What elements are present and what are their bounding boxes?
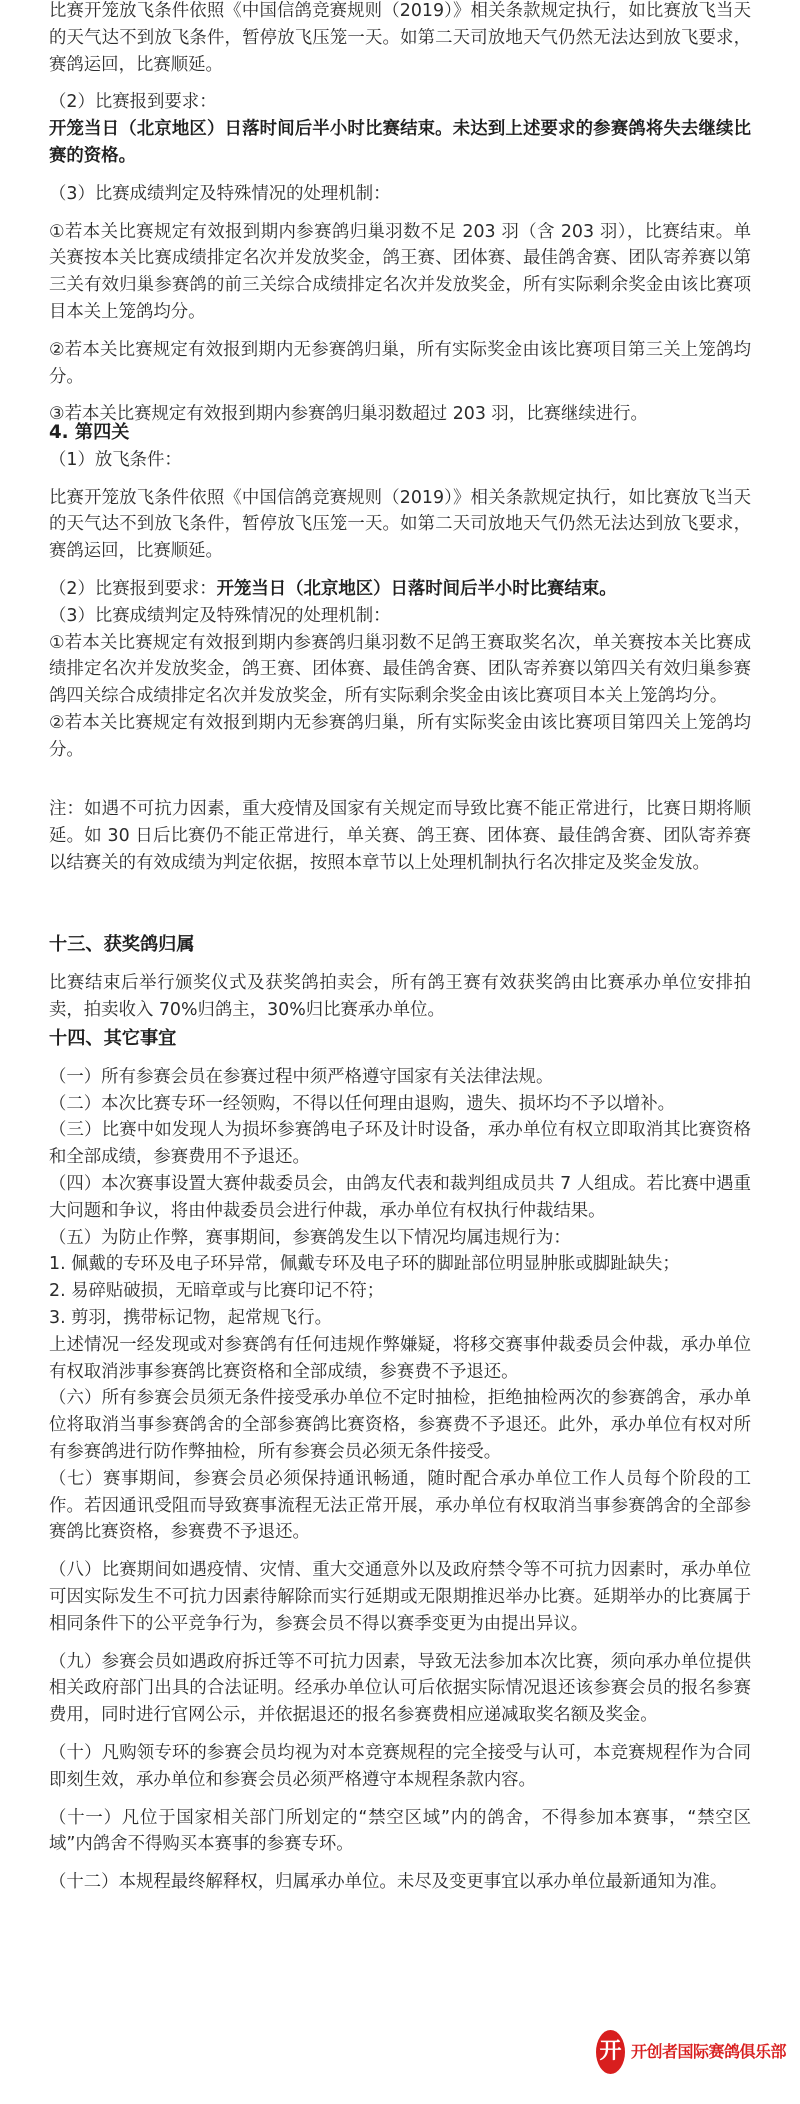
section-14-item-6: （六）所有参赛会员须无条件接受承办单位不定时抽检，拒绝抽检两次的参赛鸽舍，承办单位将取消当事参赛鸽舍的全部参赛鸽比赛资格，参赛费不予退还。此外，承办单位有权对所有参赛鸽进行防作弊抽检，所有参赛会员必须无条件接受。 [49,1388,751,1462]
section-14-item-5-a: 1. 佩戴的专环及电子环异常，佩戴专环及电子环的脚趾部位明显肿胀或脚趾缺失； [49,1254,680,1275]
stage3-result-title: （3）比赛成绩判定及特殊情况的处理机制： [49,183,391,204]
section-14-item-8: （八）比赛期间如遇疫情、灾情、重大交通意外以及政府禁令等不可抗力因素时，承办单位可因实际发生不可抗力因素待解除而实行延期或无限期推迟举办比赛。延期举办的比赛属于相同条件下的公平竞争行为，参赛会员不得以赛季变更为由提出异议。 [49,1560,751,1634]
stage3-report-requirement: 开笼当日（北京地区）日落时间后半小时比赛结束。未达到上述要求的参赛鸽将失去继续比赛的资格。 [49,119,751,166]
stage4-report-requirement: 开笼当日（北京地区）日落时间后半小时比赛结束。 [216,578,617,599]
section-14-item-7: （七）赛事期间，参赛会员必须保持通讯畅通，随时配合承办单位工作人员每个阶段的工作。若因通讯受阻而导致赛事流程无法正常开展，承办单位有权取消当事参赛鸽舍的全部参赛鸽比赛资格，参赛费不予退还。 [49,1468,751,1543]
stage4-release-title: （1）放飞条件： [49,449,182,470]
section-14 [49,1026,751,1896]
note-text: 注：如遇不可抗力因素，重大疫情及国家有关规定而导致比赛不能正常进行，比赛日期将顺延。如 30 日后比赛仍不能正常进行，单关赛、鸽王赛、团体赛、最佳鸽舍赛、团队寄养赛以结赛关的有效成绩为判定依据，按照本章节以上处理机制执行名次排定及奖金发放。 [49,799,751,873]
section-13-heading: 十三、获奖鸽归属 [49,934,195,955]
stage4-report-line [49,576,751,603]
section-14-item-11: （十一）凡位于国家相关部门所划定的“禁空区域”内的鸽舍，不得参加本赛事，“禁空区域”内鸽舍不得购买本赛事的参赛专环。 [49,1807,751,1855]
stage3-release-text: 比赛开笼放飞条件依照《中国信鸽竞赛规则（2019）》相关条款规定执行，如比赛放飞当天的天气达不到放飞条件，暂停放飞压笼一天。如第二天司放地天气仍然无法达到放飞要求，赛鸽运回，比赛顺延。 [49,1,751,75]
stage4-rules [49,420,751,764]
club-seal-icon: 开 [596,2030,625,2074]
stage4-heading: 4. 第四关 [49,422,130,443]
section-14-item-2: （二）本次比赛专环一经领购，不得以任何理由退购，遗失、损坏均不予以增补。 [49,1093,676,1114]
stage3-rule-1: ①若本关比赛规定有效报到期内参赛鸽归巢羽数不足 203 羽（含 203 羽），比赛结束。单关赛按本关比赛成绩排定名次并发放奖金，鸽王赛、团体赛、最佳鸽舍赛、团队寄养赛以第三关有效归巢参赛鸽的前三关综合成绩排定名次并发放奖金，所有实际剩余奖金由该比赛项目本关上笼鸽均分。 [49,221,751,322]
section-14-item-5: （五）为防止作弊，赛事期间，参赛鸽发生以下情况均属违规行为： [49,1227,571,1248]
section-14-item-12: （十二）本规程最终解释权，归属承办单位。未尽及变更事宜以承办单位最新通知为准。 [49,1872,728,1893]
section-14-item-9: （九）参赛会员如遇政府拆迁等不可抗力因素，导致无法参加本次比赛，须向承办单位提供相关政府部门出具的合法证明。经承办单位认可后依据实际情况退还该参赛会员的报名参赛费用，同时进行官网公示，并依据退还的报名参赛费相应递减取奖名额及奖金。 [49,1651,751,1726]
section-14-heading: 十四、其它事宜 [49,1028,177,1049]
section-14-item-5-d: 上述情况一经发现或对参赛鸽有任何违规作弊嫌疑，将移交赛事仲裁委员会仲裁，承办单位有权取消涉事参赛鸽比赛资格和全部成绩，参赛费不予退还。 [49,1334,751,1382]
section-14-item-3: （三）比赛中如发现人为损坏参赛鸽电子环及计时设备，承办单位有权立即取消其比赛资格和全部成绩，参赛费用不予退还。 [49,1120,751,1168]
section-14-item-5-b: 2. 易碎贴破损，无暗章或与比赛印记不符； [49,1281,385,1302]
club-logo-text: 开创者国际赛鸽俱乐部 [630,2041,786,2061]
section-14-item-10: （十）凡购领专环的参赛会员均视为对本竞赛规程的完全接受与认可，本竞赛规程作为合同即刻生效，承办单位和参赛会员必须严格遵守本规程条款内容。 [49,1742,751,1790]
section-13-body: 比赛结束后举行颁奖仪式及获奖鸽拍卖会，所有鸽王赛有效获奖鸽由比赛承办单位安排拍卖，拍卖收入 70%归鸽主，30%归比赛承办单位。 [49,972,751,1020]
stage4-release-text: 比赛开笼放飞条件依照《中国信鸽竞赛规则（2019）》相关条款规定执行，如比赛放飞当天的天气达不到放飞条件，暂停放飞压笼一天。如第二天司放地天气仍然无法达到放飞要求，赛鸽运回，比赛顺延。 [49,487,751,562]
stage3-report-title: （2）比赛报到要求： [49,92,217,113]
stage4-result-title: （3）比赛成绩判定及特殊情况的处理机制： [49,605,391,626]
stage4-report-title: （2）比赛报到要求： [49,578,217,599]
section-14-item-5-c: 3. 剪羽，携带标记物，起常规飞行。 [49,1307,332,1328]
stage3-rule-3: ③若本关比赛规定有效报到期内参赛鸽归巢羽数超过 203 羽，比赛继续进行。 [49,404,648,425]
club-logo [596,2028,786,2076]
stage3-rule-2: ②若本关比赛规定有效报到期内无参赛鸽归巢，所有实际奖金由该比赛项目第三关上笼鸽均分。 [49,339,751,387]
force-majeure-note [49,796,751,876]
stage3-rules [49,0,751,428]
stage4-rule-1: ①若本关比赛规定有效报到期内参赛鸽归巢羽数不足鸽王赛取奖名次，单关赛按本关比赛成绩排定名次并发放奖金，鸽王赛、团体赛、最佳鸽舍赛、团队寄养赛以第四关有效归巢参赛鸽四关综合成绩排定名次并发放奖金，所有实际剩余奖金由该比赛项目本关上笼鸽均分。 [49,632,751,707]
stage4-rule-2: ②若本关比赛规定有效报到期内无参赛鸽归巢，所有实际奖金由该比赛项目第四关上笼鸽均分。 [49,712,751,760]
section-14-item-4: （四）本次赛事设置大赛仲裁委员会，由鸽友代表和裁判组成员共 7 人组成。若比赛中遇重大问题和争议，将由仲裁委员会进行仲裁，承办单位有权执行仲裁结果。 [49,1173,751,1221]
section-13 [49,932,751,1023]
section-14-item-1: （一）所有参赛会员在参赛过程中须严格遵守国家有关法律法规。 [49,1066,554,1087]
